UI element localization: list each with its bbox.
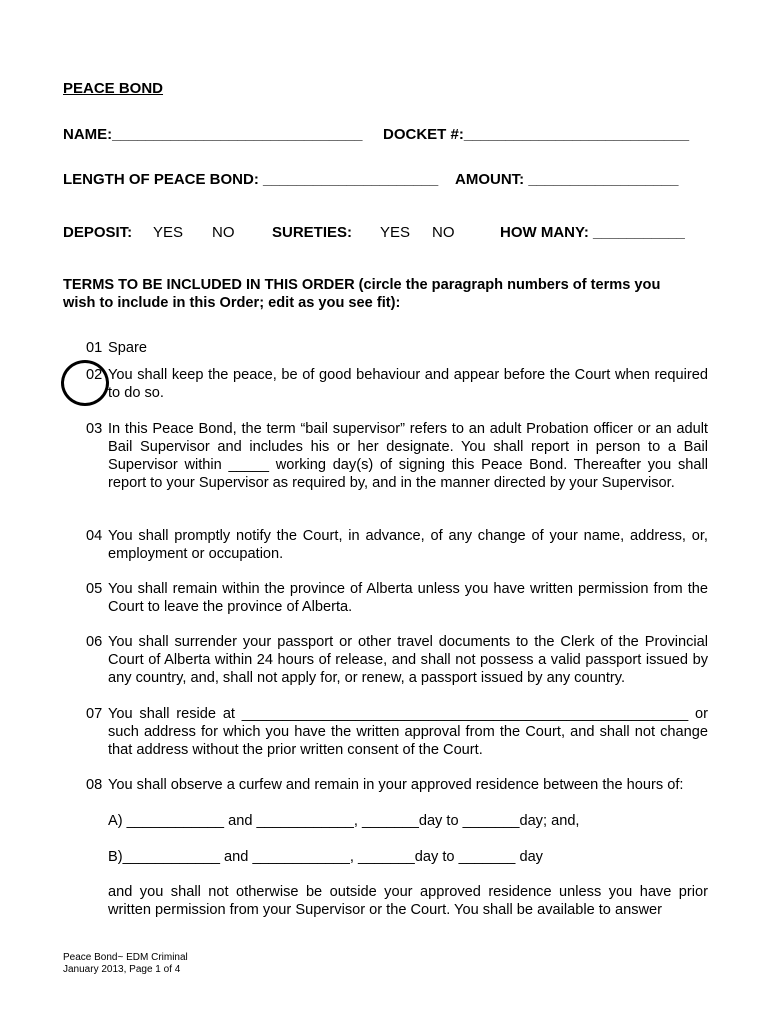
deposit-no-option[interactable]: NO <box>212 224 235 241</box>
curfew-tail-text: and you shall not otherwise be outside your approved residence unless you have prior written permission from your Supervisor or the Court. You shall be available to answer <box>108 884 708 918</box>
term-text: In this Peace Bond, the term “bail supervisor” refers to an adult Probation officer or an adult Bail Supervisor and includes his or her designate. You shall report in person to a Bail Supervisor within _____ working day(s) of signing this Peace Bond. Thereafter you shall report to your Supervisor as required by, and in the manner directed by your Supervisor. <box>108 421 708 491</box>
term-text: You shall promptly notify the Court, in advance, of any change of your name, address, or, employment or occupation. <box>108 528 708 562</box>
footer-line-2: January 2013, Page 1 of 4 <box>63 964 181 975</box>
term-text: You shall keep the peace, be of good behaviour and appear before the Court when required to do so. <box>108 367 708 401</box>
term-item[interactable] <box>86 580 708 616</box>
sureties-no-option[interactable]: NO <box>432 224 455 241</box>
selection-circle <box>61 360 109 406</box>
term-number: 06 <box>86 634 103 650</box>
term-number: 08 <box>86 777 103 793</box>
page-title: PEACE BOND <box>63 80 164 97</box>
term-text: You shall observe a curfew and remain in your approved residence between the hours of: <box>108 777 684 793</box>
term-item[interactable] <box>86 420 708 492</box>
term-number: 05 <box>86 581 103 597</box>
instructions-line-2: wish to include in this Order; edit as you see fit): <box>63 295 401 311</box>
term-item[interactable] <box>86 366 708 402</box>
footer-line-1: Peace Bond~ EDM Criminal <box>63 952 188 963</box>
term-item[interactable] <box>86 776 708 794</box>
term-item[interactable] <box>86 339 708 357</box>
term-item[interactable] <box>86 633 708 687</box>
deposit-yes-option[interactable]: YES <box>153 224 184 241</box>
sureties-yes-option[interactable]: YES <box>380 224 411 241</box>
term-number: 04 <box>86 528 103 544</box>
instructions-line-1: TERMS TO BE INCLUDED IN THIS ORDER (circle the paragraph numbers of terms you <box>63 277 661 293</box>
term-item[interactable] <box>86 705 708 759</box>
term-number: 07 <box>86 706 103 722</box>
term-text: You shall surrender your passport or other travel documents to the Clerk of the Provincial Court of Alberta within 24 hours of release, and shall not possess a valid passport issued by any country, and, shall not apply for, or renew, a passport issued by any country. <box>108 634 708 686</box>
how-many-field[interactable]: HOW MANY: ___________ <box>500 224 685 241</box>
name-field[interactable]: NAME:______________________________ <box>63 126 363 143</box>
term-item[interactable] <box>86 527 708 563</box>
curfew-line-a[interactable]: A) ____________ and ____________, _______day to _______day; and, <box>108 813 580 829</box>
term-text: You shall remain within the province of Alberta unless you have written permission from the Court to leave the province of Alberta. <box>108 581 708 615</box>
sureties-label: SURETIES: <box>272 224 353 241</box>
term-text: You shall reside at _______________________________________________________ or such address for which you have the written approval from the Court, and shall not change that address without the prior written consent of the Court. <box>108 706 708 758</box>
length-field[interactable]: LENGTH OF PEACE BOND: _____________________ <box>63 171 439 188</box>
term-number: 01 <box>86 340 103 356</box>
term-text: Spare <box>108 340 147 356</box>
amount-field[interactable]: AMOUNT: __________________ <box>455 171 679 188</box>
term-number: 02 <box>86 367 103 383</box>
term-number: 03 <box>86 421 103 437</box>
docket-field[interactable]: DOCKET #:___________________________ <box>383 126 690 143</box>
deposit-label: DEPOSIT: <box>63 224 133 241</box>
curfew-line-b[interactable]: B)____________ and ____________, _______day to _______ day <box>108 849 543 865</box>
